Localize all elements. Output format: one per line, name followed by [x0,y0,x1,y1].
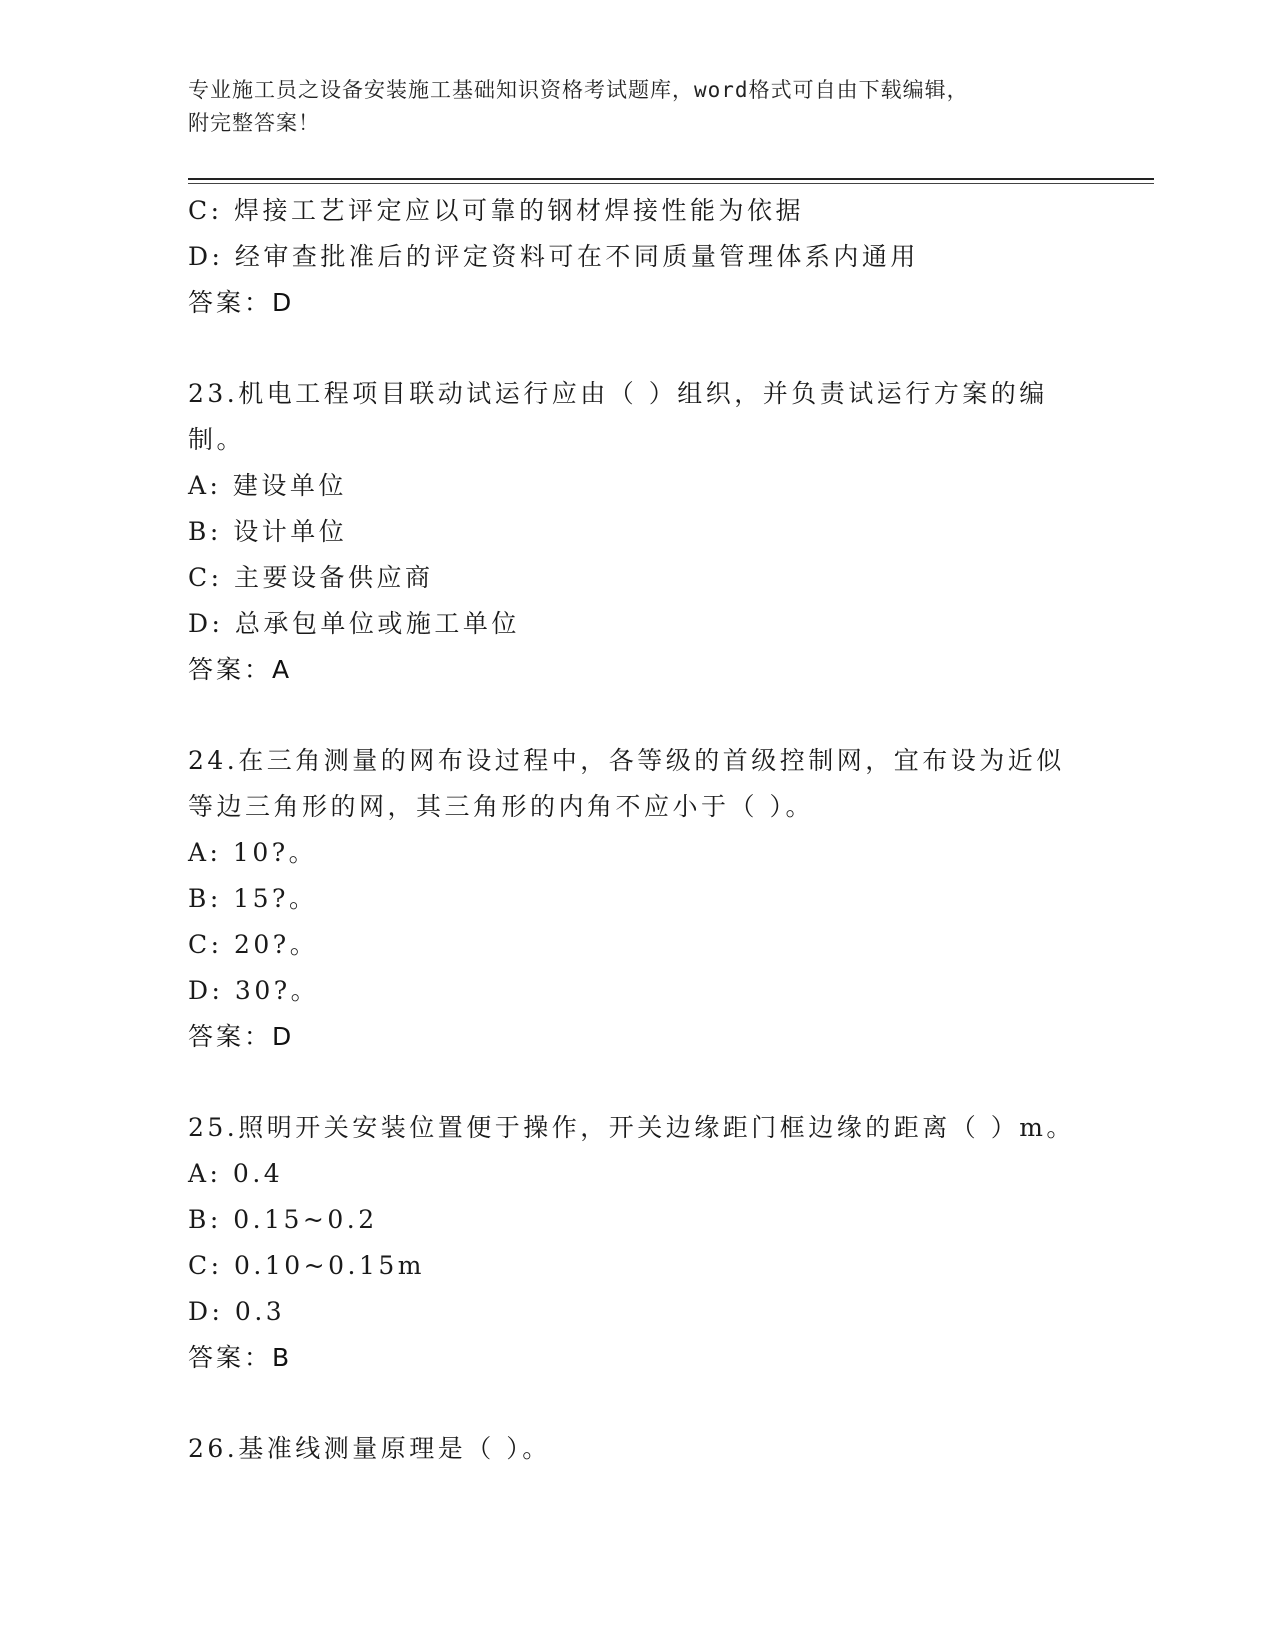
option-c: C: 焊接工艺评定应以可靠的钢材焊接性能为依据 [188,196,804,225]
option-c: C: 主要设备供应商 [188,563,434,592]
spacer [188,693,1088,738]
question-25 [188,1105,1088,1381]
spacer [188,1060,1088,1105]
answer-line: 答案：D [188,288,295,317]
question-22-remainder [188,188,1088,326]
question-stem: 25.照明开关安装位置便于操作，开关边缘距门框边缘的距离（ ）m。 [188,1113,1075,1142]
header-title-line-1: 专业施工员之设备安装施工基础知识资格考试题库，word格式可自由下载编辑， [188,78,969,102]
question-24 [188,738,1088,1060]
header-divider-thin [188,183,1154,184]
option-b: B: 0.15~0.2 [188,1205,378,1234]
question-stem-continued: 等边三角形的网，其三角形的内角不应小于（ ）。 [188,792,814,821]
spacer [188,326,1088,371]
question-stem: 26.基准线测量原理是（ ）。 [188,1434,551,1463]
question-23 [188,371,1088,693]
question-26 [188,1426,1088,1472]
option-d: D: 30?。 [188,976,320,1005]
question-content [188,188,1088,1472]
option-a: A: 0.4 [188,1159,284,1188]
answer-line: 答案：D [188,1022,295,1051]
option-a: A: 10?。 [188,838,318,867]
header-divider-thick [188,178,1154,180]
answer-line: 答案：B [188,1343,293,1372]
option-c: C: 0.10~0.15m [188,1251,425,1280]
question-stem: 23.机电工程项目联动试运行应由（ ）组织，并负责试运行方案的编 [188,379,1048,408]
option-d: D: 总承包单位或施工单位 [188,609,520,638]
header-title-line-2: 附完整答案！ [188,111,320,135]
option-b: B: 设计单位 [188,517,348,546]
question-stem-continued: 制。 [188,425,246,454]
answer-line: 答案：A [188,655,293,684]
question-stem: 24.在三角测量的网布设过程中，各等级的首级控制网，宜布设为近似 [188,746,1065,775]
option-d: D: 经审查批准后的评定资料可在不同质量管理体系内通用 [188,242,919,271]
spacer [188,1381,1088,1426]
option-d: D: 0.3 [188,1297,286,1326]
document-header [188,74,1068,140]
option-a: A: 建设单位 [188,471,347,500]
option-b: B: 15?。 [188,884,318,913]
option-c: C: 20?。 [188,930,319,959]
